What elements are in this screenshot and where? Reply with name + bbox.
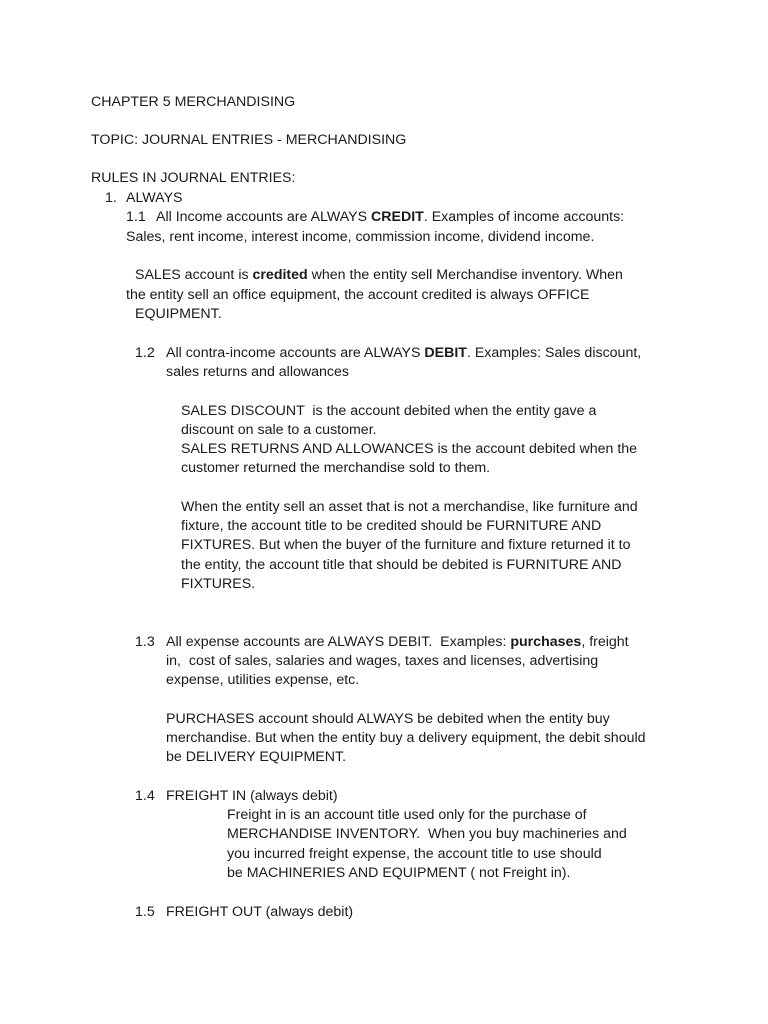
section-1-4-heading: FREIGHT IN (always debit) xyxy=(166,788,338,804)
section-1-2-para-2-line-5: FIXTURES. xyxy=(181,576,256,592)
section-1-4-number: 1.4 xyxy=(135,788,155,804)
section-1-4-line-2: MERCHANDISE INVENTORY. When you buy machineries and xyxy=(227,826,627,842)
section-1-2-para-1-line-2: discount on sale to a customer. xyxy=(181,422,377,438)
debit-emphasis: DEBIT xyxy=(424,345,467,361)
credit-emphasis: CREDIT xyxy=(371,209,424,225)
section-1-2-para-1-line-1: SALES DISCOUNT is the account debited when the entity gave a xyxy=(181,403,597,419)
section-1-1-number: 1.1 xyxy=(126,209,146,225)
item-1-number: 1. xyxy=(105,190,117,206)
section-1-5-number: 1.5 xyxy=(135,904,155,920)
chapter-title: CHAPTER 5 MERCHANDISING xyxy=(91,94,296,110)
purchases-emphasis: purchases xyxy=(510,634,582,650)
section-1-3-line-3: expense, utilities expense, etc. xyxy=(166,672,360,688)
section-1-4-line-3: you incurred freight expense, the account title to use should xyxy=(227,846,602,862)
section-1-3-number: 1.3 xyxy=(135,634,155,650)
section-1-3-line-2: in, cost of sales, salaries and wages, taxes and licenses, advertising xyxy=(166,653,599,669)
section-1-2-para-2-line-4: the entity, the account title that should be debited is FURNITURE AND xyxy=(181,557,622,573)
section-1-1-line-2: Sales, rent income, interest income, commission income, dividend income. xyxy=(126,229,595,245)
section-1-4-line-1: Freight in is an account title used only for the purchase of xyxy=(227,807,587,823)
section-1-2-para-2-line-2: fixture, the account title to be credited should be FURNITURE AND xyxy=(181,518,602,534)
section-1-2-para-1-line-4: customer returned the merchandise sold to them. xyxy=(181,460,491,476)
section-1-2-line-1: All contra-income accounts are ALWAYS DEBIT. Examples: Sales discount, xyxy=(166,345,642,361)
credited-emphasis: credited xyxy=(252,267,308,283)
section-1-2-para-2-line-1: When the entity sell an asset that is not a merchandise, like furniture and xyxy=(181,499,638,515)
section-1-1-para-line-1: SALES account is credited when the entity sell Merchandise inventory. When xyxy=(135,267,623,283)
section-1-1-line-1: All Income accounts are ALWAYS CREDIT. Examples of income accounts: xyxy=(156,209,625,225)
section-1-1-para-line-3: EQUIPMENT. xyxy=(135,306,222,322)
rules-heading: RULES IN JOURNAL ENTRIES: xyxy=(91,170,296,186)
item-1-label: ALWAYS xyxy=(126,190,183,206)
section-1-2-para-2-line-3: FIXTURES. But when the buyer of the furniture and fixture returned it to xyxy=(181,537,631,553)
section-1-3-para-line-1: PURCHASES account should ALWAYS be debited when the entity buy xyxy=(166,711,610,727)
section-1-3-para-line-2: merchandise. But when the entity buy a delivery equipment, the debit should xyxy=(166,730,646,746)
section-1-5-heading: FREIGHT OUT (always debit) xyxy=(166,904,354,920)
section-1-3-line-1: All expense accounts are ALWAYS DEBIT. Examples: purchases, freight xyxy=(166,634,629,650)
section-1-4-line-4: be MACHINERIES AND EQUIPMENT ( not Freight in). xyxy=(227,865,571,881)
section-1-2-para-1-line-3: SALES RETURNS AND ALLOWANCES is the account debited when the xyxy=(181,441,638,457)
section-1-2-line-2: sales returns and allowances xyxy=(166,364,349,380)
topic-title: TOPIC: JOURNAL ENTRIES - MERCHANDISING xyxy=(91,132,407,148)
section-1-2-number: 1.2 xyxy=(135,345,155,361)
section-1-1-para-line-2: the entity sell an office equipment, the account credited is always OFFICE xyxy=(126,287,590,303)
section-1-3-para-line-3: be DELIVERY EQUIPMENT. xyxy=(166,749,347,765)
